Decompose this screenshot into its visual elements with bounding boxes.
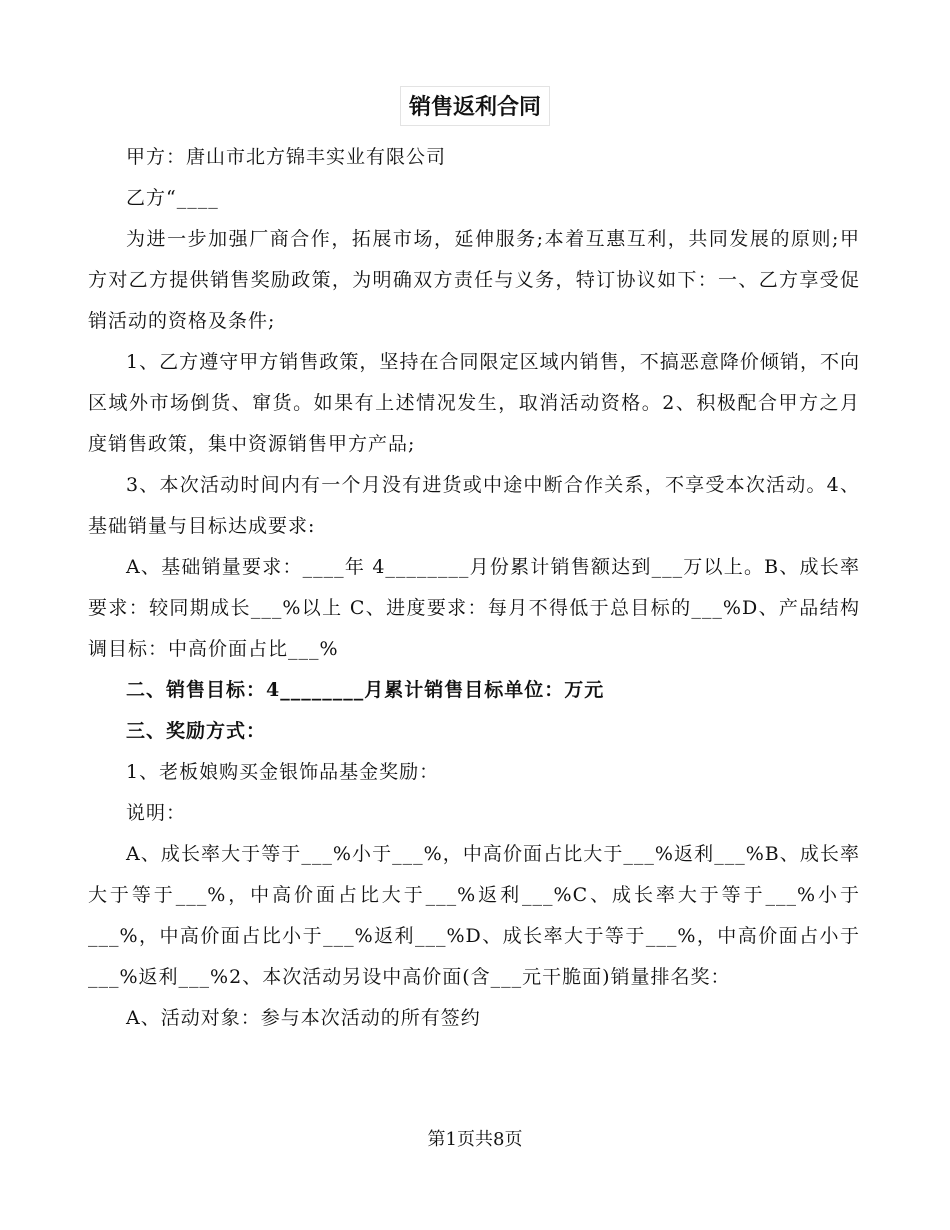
section-heading-reward-method: 三、奖励方式： <box>126 720 267 742</box>
clause-paragraph: 3、本次活动时间内有一个月没有进货或中途中断合作关系，不享受本次活动。4、基础销量与目标达成要求: <box>88 474 860 537</box>
section-heading-sales-target: 二、销售目标：4________月累计销售目标单位：万元 <box>126 679 605 701</box>
preamble-paragraph: 为进一步加强厂商合作，拓展市场，延伸服务;本着互惠互利，共同发展的原则;甲方对乙方提供销售奖励政策，为明确双方责任与义务，特订协议如下：一、乙方享受促销活动的资格及条件; <box>88 228 860 332</box>
explanation-label: 说明： <box>126 802 187 824</box>
page-number-footer: 第1页共8页 <box>427 1129 523 1150</box>
party-b-line: 乙方“____ <box>126 187 219 209</box>
document-title: 销售返利合同 <box>400 86 550 126</box>
activity-target-paragraph: A、活动对象：参与本次活动的所有签约 <box>126 1007 481 1029</box>
clause-paragraph: 1、乙方遵守甲方销售政策，坚持在合同限定区域内销售，不搞恶意降价倾销，不向区域外市场倒货、窜货。如果有上述情况发生，取消活动资格。2、积极配合甲方之月度销售政策，集中资源销售甲方产品; <box>88 351 860 455</box>
reward-item: 1、老板娘购买金银饰品基金奖励： <box>126 761 440 783</box>
rebate-conditions-paragraph: A、成长率大于等于___%小于___%，中高价面占比大于___%返利___%B、成长率大于等于___%，中高价面占比大于___%返利___%C、成长率大于等于___%小于___%，中高价面占比小于___%返利___%D、成长率大于等于___%，中高价面占小于___%返利___%2、本次活动另设中高价面(含___元干脆面)销量排名奖： <box>88 843 860 988</box>
party-a-line: 甲方：唐山市北方锦丰实业有限公司 <box>126 146 447 168</box>
document-body <box>88 137 860 1039</box>
requirements-paragraph: A、基础销量要求：____年 4________月份累计销售额达到___万以上。B、成长率要求：较同期成长___%以上 C、进度要求：每月不得低于总目标的___%D、产品结构调目标：中高价面占比___% <box>88 556 860 660</box>
